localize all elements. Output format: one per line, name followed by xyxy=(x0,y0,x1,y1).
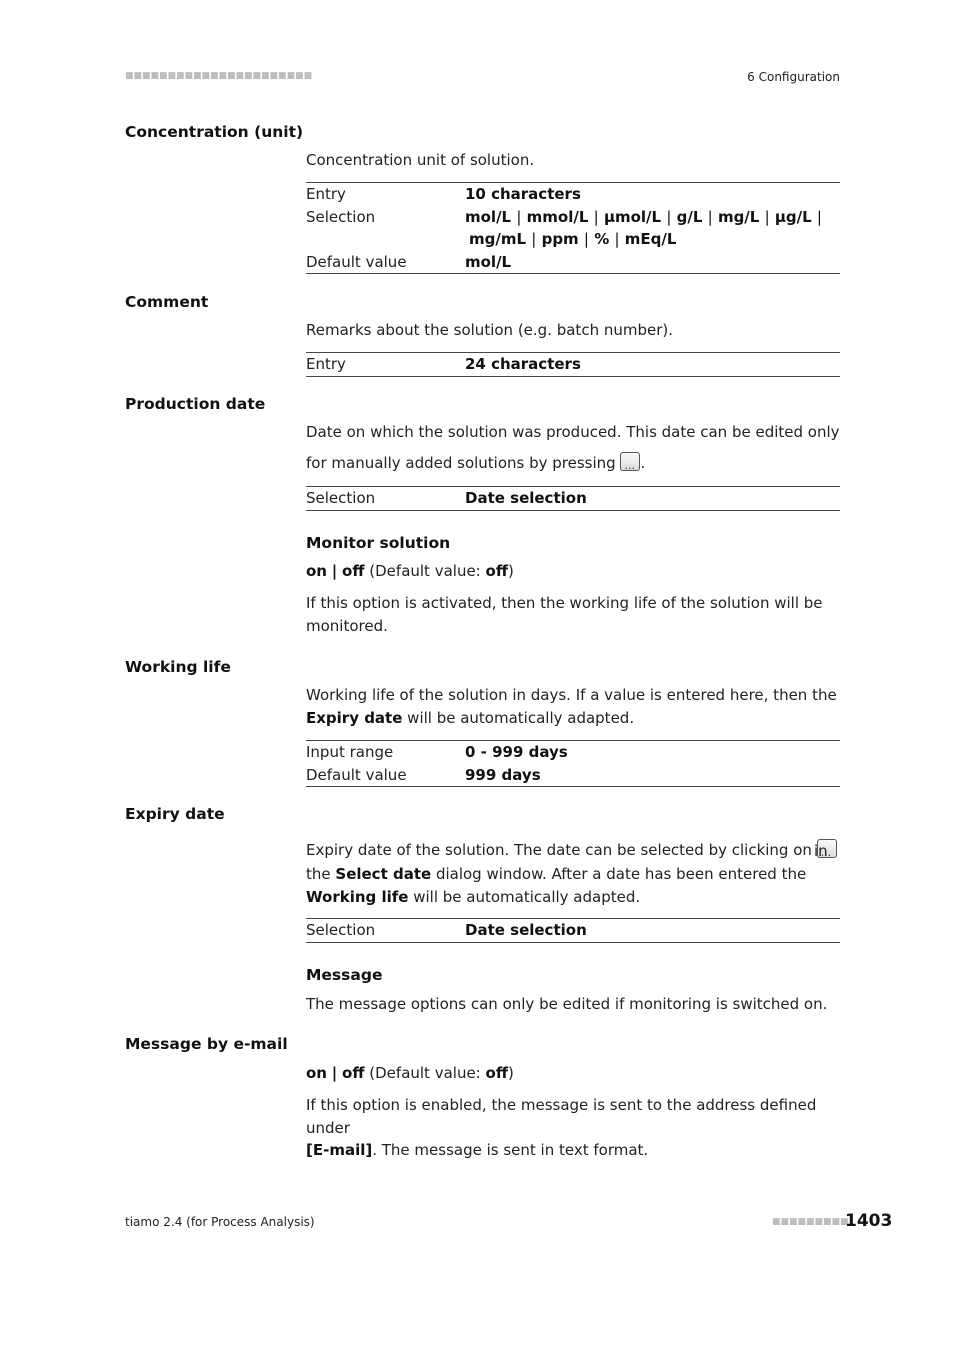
text: (Default value: xyxy=(369,1064,486,1082)
subsection-title-message: Message xyxy=(306,966,383,984)
option: mg/mL xyxy=(469,230,527,248)
row-label: Default value xyxy=(306,252,407,271)
row-value: 24 characters xyxy=(465,355,581,373)
row-label: Entry xyxy=(306,185,346,203)
comment-table xyxy=(306,352,840,377)
production-date-description-line1: Date on which the solution was produced. This date can be edited only xyxy=(306,423,840,441)
text: . xyxy=(640,454,646,472)
production-date-table xyxy=(306,486,840,511)
monitor-solution-options xyxy=(306,560,514,583)
text: If this option is enabled, the message is sent to the address defined under xyxy=(306,1096,817,1137)
header-decoration: ■■■■■■■■■■■■■■■■■■■■■■ xyxy=(125,71,313,81)
concentration-unit-table xyxy=(306,182,840,274)
row-value: 999 days xyxy=(465,765,541,784)
text: ) xyxy=(507,562,514,580)
option: mmol/L xyxy=(526,207,589,226)
row-label: Selection xyxy=(306,207,376,226)
text: on xyxy=(306,562,327,580)
monitor-solution-description: If this option is activated, then the working life of the solution will be monitored. xyxy=(306,594,823,635)
text: Expiry date of the solution. The date can be selected by clicking on xyxy=(306,841,812,859)
table-row xyxy=(306,206,840,251)
option: g/L xyxy=(676,207,703,226)
text: Expiry date xyxy=(306,708,403,727)
section-title-production-date: Production date xyxy=(125,395,266,413)
expiry-date-description-rest: in the Select date dialog window. After a date has been entered the Working life will be automatically adapted. xyxy=(306,842,828,906)
row-label: Entry xyxy=(306,355,346,373)
footer-product-name: tiamo 2.4 (for Process Analysis) xyxy=(125,1215,315,1229)
section-title-concentration-unit: Concentration (unit) xyxy=(125,123,304,141)
footer-decoration: ■■■■■■■■■ xyxy=(772,1217,849,1227)
text: ) xyxy=(507,1064,514,1082)
table-row xyxy=(306,183,840,206)
table-row xyxy=(306,251,840,274)
option: mEq/L xyxy=(624,230,677,248)
ellipsis-button-icon xyxy=(620,452,640,471)
row-value: 10 characters xyxy=(465,185,581,203)
row-label: Default value xyxy=(306,765,407,784)
text: Select date xyxy=(335,865,432,883)
working-life-table xyxy=(306,740,840,787)
section-title-message-by-email: Message by e-mail xyxy=(125,1035,288,1053)
page-number: 1403 xyxy=(845,1211,893,1231)
text: off xyxy=(485,1064,508,1082)
message-description: The message options can only be edited if monitoring is switched on. xyxy=(306,995,828,1013)
option: µg/L xyxy=(774,207,812,226)
text: will be automatically adapted. xyxy=(402,708,635,727)
text: off xyxy=(342,562,365,580)
text: will be automatically adapted. xyxy=(408,887,641,906)
row-value: 0 - 999 days xyxy=(465,743,568,761)
production-date-description-line2 xyxy=(306,449,645,477)
table-row xyxy=(306,353,840,376)
row-label: Selection xyxy=(306,921,376,939)
message-by-email-description xyxy=(306,1094,840,1162)
row-value: mol/L xyxy=(465,252,512,271)
option: ppm xyxy=(541,230,579,248)
row-value: Date selection xyxy=(465,489,587,507)
text: off xyxy=(342,1064,365,1082)
text: (Default value: xyxy=(369,562,486,580)
text: Working life xyxy=(306,887,409,906)
section-title-expiry-date: Expiry date xyxy=(125,805,225,823)
comment-description: Remarks about the solution (e.g. batch number). xyxy=(306,321,674,339)
option: mg/L xyxy=(717,207,760,226)
text: | xyxy=(331,1064,338,1082)
text: Working life of the solution in days. If a value is entered here, then the xyxy=(306,686,837,704)
concentration-unit-description: Concentration unit of solution. xyxy=(306,151,535,169)
chapter-heading: 6 Configuration xyxy=(747,70,840,84)
section-title-comment: Comment xyxy=(125,293,209,311)
table-row xyxy=(306,764,840,787)
working-life-description xyxy=(306,684,840,729)
text: dialog window. After a date has been entered the xyxy=(431,865,807,883)
table-row xyxy=(306,741,840,764)
row-label: Selection xyxy=(306,489,376,507)
text: off xyxy=(485,562,508,580)
text: [E-mail] xyxy=(306,1141,373,1159)
section-title-working-life: Working life xyxy=(125,658,231,676)
option: µmol/L xyxy=(603,207,662,226)
expiry-date-description-line1 xyxy=(306,836,840,864)
text: | xyxy=(331,562,338,580)
table-row xyxy=(306,919,840,942)
text: . The message is sent in text format. xyxy=(372,1141,649,1159)
text: on xyxy=(306,1064,327,1082)
selection-options: mol/L | mmol/L | µmol/L | g/L | mg/L | µg/L | mg/mL | ppm | % | mEq/L xyxy=(465,207,822,248)
row-label: Input range xyxy=(306,743,394,761)
expiry-date-table xyxy=(306,918,840,943)
text: for manually added solutions by pressing xyxy=(306,454,616,472)
option: % xyxy=(594,230,610,248)
message-by-email-options xyxy=(306,1062,514,1085)
table-row xyxy=(306,487,840,510)
subsection-title-monitor-solution: Monitor solution xyxy=(306,534,451,552)
row-value: Date selection xyxy=(465,921,587,939)
option: mol/L xyxy=(465,207,512,226)
